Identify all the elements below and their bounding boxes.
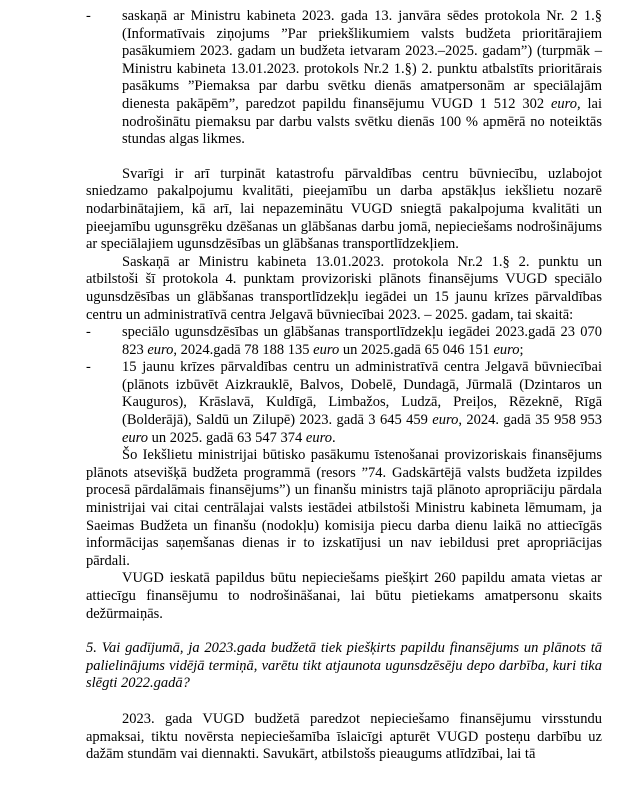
bullet-text: speciālo ugunsdzēsības un glābšanas transportlīdzekļu iegādei 2023.gadā 23 070 823 euro, 2024.gadā 78 188 135 euro un 2025.gadā 65 046 151 euro; <box>122 324 602 358</box>
bullet-text: saskaņā ar Ministru kabineta 2023. gada 13. janvāra sēdes protokola Nr. 2 1.§ (Informatīvais ziņojums ”Par priekšlikumiem valsts budžeta prioritārajiem pasākumiem 2023. gadam un budžeta ietvaram 2023.–2025. gadam”) (turpmāk – Ministru kabineta 13.01.2023. protokols Nr.2 1.§) 2. punktu atbalstīts prioritārais pasākums ”Piemaksa par darbu svētku dienās amatpersonām ar speciālajām dienesta pakāpēm”, paredzot papildu finansējumu VUGD 1 512 302 euro, lai nodrošinātu piemaksu par darbu valsts svētku dienās 100 % apmērā no noteiktās stundas algas likmes. <box>122 8 602 148</box>
bullet-list-item <box>86 324 602 359</box>
bullet-text: 15 jaunu krīzes pārvaldības centru un administratīvā centra Jelgavā būvniecībai (plānots izbūvēt Aizkrauklē, Balvos, Dobelē, Dundagā, Jūrmalā (Dzintaros un Kauguros), Krāslavā, Kuldīgā, Limbažos, Ludzā, Preiļos, Rēzeknē, Rīgā (Bolderājā), Saldū un Zilupē) 2023. gadā 3 645 459 euro, 2024. gadā 35 958 953 euro un 2025. gadā 63 547 374 euro. <box>122 359 602 446</box>
bullet-marker: - <box>86 359 91 376</box>
bullet-marker: - <box>86 324 91 341</box>
bullet-list-item <box>86 359 602 447</box>
answer-paragraph: 2023. gada VUGD budžetā paredzot nepieciešamo finansējumu virsstundu apmaksai, tiktu novērsta nepieciešamība īslaicīgi apturēt VUGD posteņu darbību uz dažām stundām vai diennakti. Savukārt, atbilstošs pieaugums atlīdzībai, lai tā <box>86 710 602 763</box>
bullet-marker: - <box>86 8 91 24</box>
paragraph-budget-program: Šo Iekšlietu ministrijai būtisko pasākumu īstenošanai provizoriskais finansējums plānots atsevišķā budžeta programmā (resors ”74. Gadskārtējā valsts budžeta izpildes procesā pārdalāmais finansējums”) un finanšu ministrs tajā plānoto apropriāciju pārdala ministrijai vai citai centrālajai valsts iestādei atbilstoši Ministru kabineta lēmumam, ja Saeimas Budžeta un finanšu (nodokļu) komisija piecu darba dienu laikā no attiecīgās informācijas saņemšanas dienas ir to izskatījusi un nav iebildusi pret apropriācijas pārdali. <box>86 447 602 569</box>
paragraph-additional-positions: VUGD ieskatā papildus būtu nepieciešams piešķirt 260 papildu amata vietas ar attiecīgu finansējumu to nodrošināšanai, lai būtu pietiekams amatpersonu skaits dežūrmaiņās. <box>86 570 602 622</box>
bullet-list-item <box>86 8 602 149</box>
paragraph-funding-plan: Saskaņā ar Ministru kabineta 13.01.2023. protokola Nr.2 1.§ 2. punktu un atbilstoši šī protokola 4. punktam provizoriski plānots finansējums VUGD speciālo ugunsdzēsības un glābšanas transportlīdzekļu iegādei un 15 jaunu krīzes pārvaldības centru un administratīvā centra Jelgavā būvniecībai 2023. – 2025. gadam, tai skaitā: <box>86 253 602 323</box>
question-heading: 5. Vai gadījumā, ja 2023.gada budžetā tiek piešķirts papildu finansējums un plānots tā palielinājums vidējā termiņā, varētu tikt atjaunota ugunsdzēsēju depo darbība, kuri tika slēgti 2022.gadā? <box>86 640 602 692</box>
paragraph-disaster-centres: Svarīgi ir arī turpināt katastrofu pārvaldības centru būvniecību, uzlabojot sniedzamo pakalpojumu kvalitāti, pieejamību un darba apstākļus iekšlietu nozarē nodarbinātajiem, kā arī, lai nepazeminātu VUGD sniegtā pakalpojuma kvalitāti un pieejamību ugunsgrēku dzēšanas un glābšanas darbu jomā, nepieciešams nodrošinājums ar speciālajiem ugunsdzēsības un glābšanas transportlīdzekļiem. <box>86 165 602 253</box>
